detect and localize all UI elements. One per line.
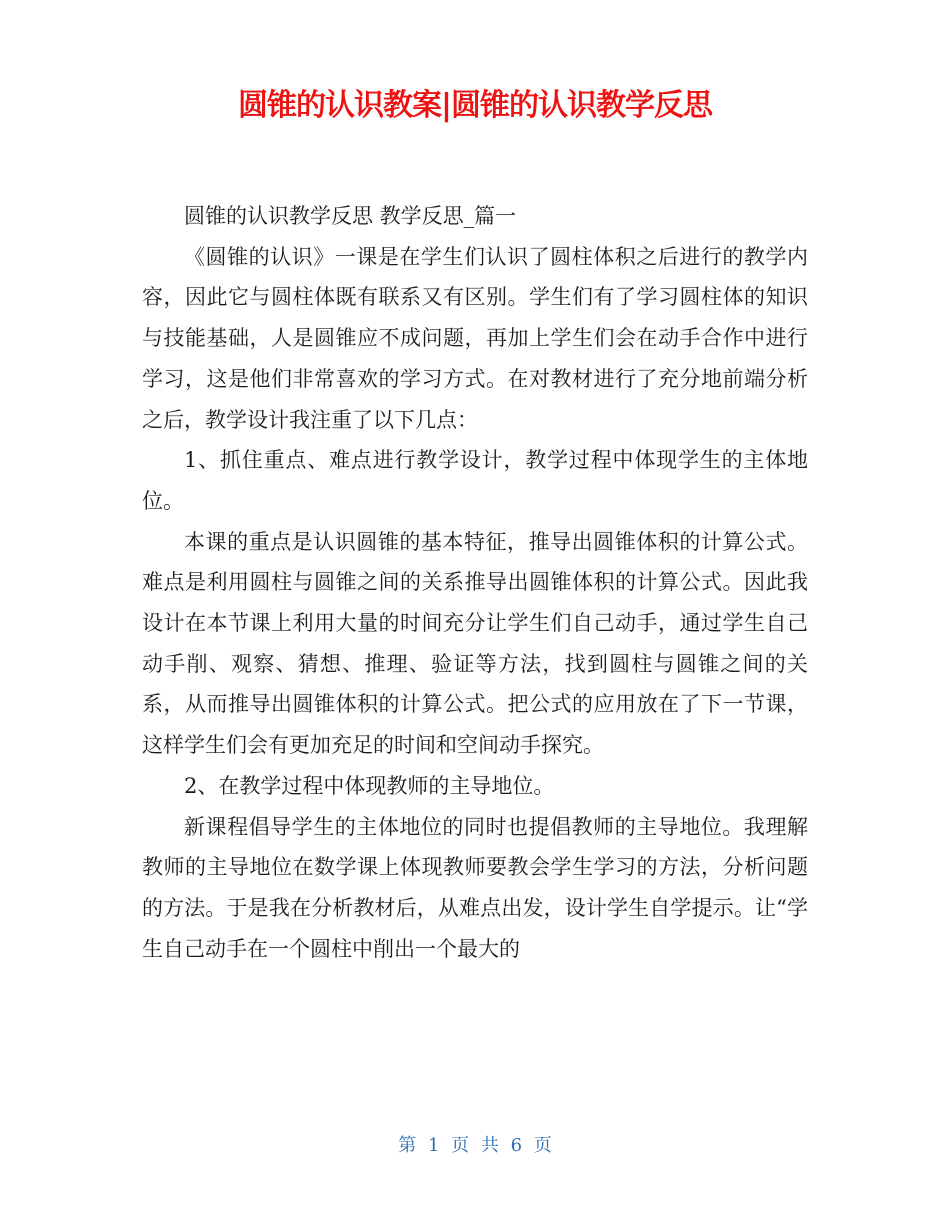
paragraph: 1、抓住重点、难点进行教学设计，教学过程中体现学生的主体地位。: [142, 448, 808, 513]
paragraph: 新课程倡导学生的主体地位的同时也提倡教师的主导地位。我理解教师的主导地位在数学课上体现教师要教会学生学习的方法，分析问题的方法。于是我在分析教材后，从难点出发，设计学生自学提示。让“学生自己动手在一个圆柱中削出一个最大的: [142, 814, 808, 961]
paragraph: 《圆锥的认识》一课是在学生们认识了圆柱体积之后进行的教学内容，因此它与圆柱体既有联系又有区别。学生们有了学习圆柱体的知识与技能基础，人是圆锥应不成问题，再加上学生们会在动手合作中进行学习，这是他们非常喜欢的学习方式。在对教材进行了充分地前端分析之后，教学设计我注重了以下几点：: [142, 244, 808, 432]
paragraph: 2、在教学过程中体现教师的主导地位。: [184, 773, 555, 798]
document-title: 圆锥的认识教案|圆锥的认识教学反思: [238, 88, 712, 123]
paragraph: 本课的重点是认识圆锥的基本特征，推导出圆锥体积的计算公式。难点是利用圆柱与圆锥之间的关系推导出圆锥体积的计算公式。因此我设计在本节课上利用大量的时间充分让学生们自己动手，通过学生自己动手削、观察、猜想、推理、验证等方法，找到圆柱与圆锥之间的关系，从而推导出圆锥体积的计算公式。把公式的应用放在了下一节课，这样学生们会有更加充足的时间和空间动手探究。: [142, 529, 808, 758]
document-body: [142, 196, 808, 969]
section-heading: 圆锥的认识教学反思 教学反思_篇一: [184, 204, 517, 228]
page-footer: 第 1 页 共 6 页: [398, 1135, 552, 1156]
